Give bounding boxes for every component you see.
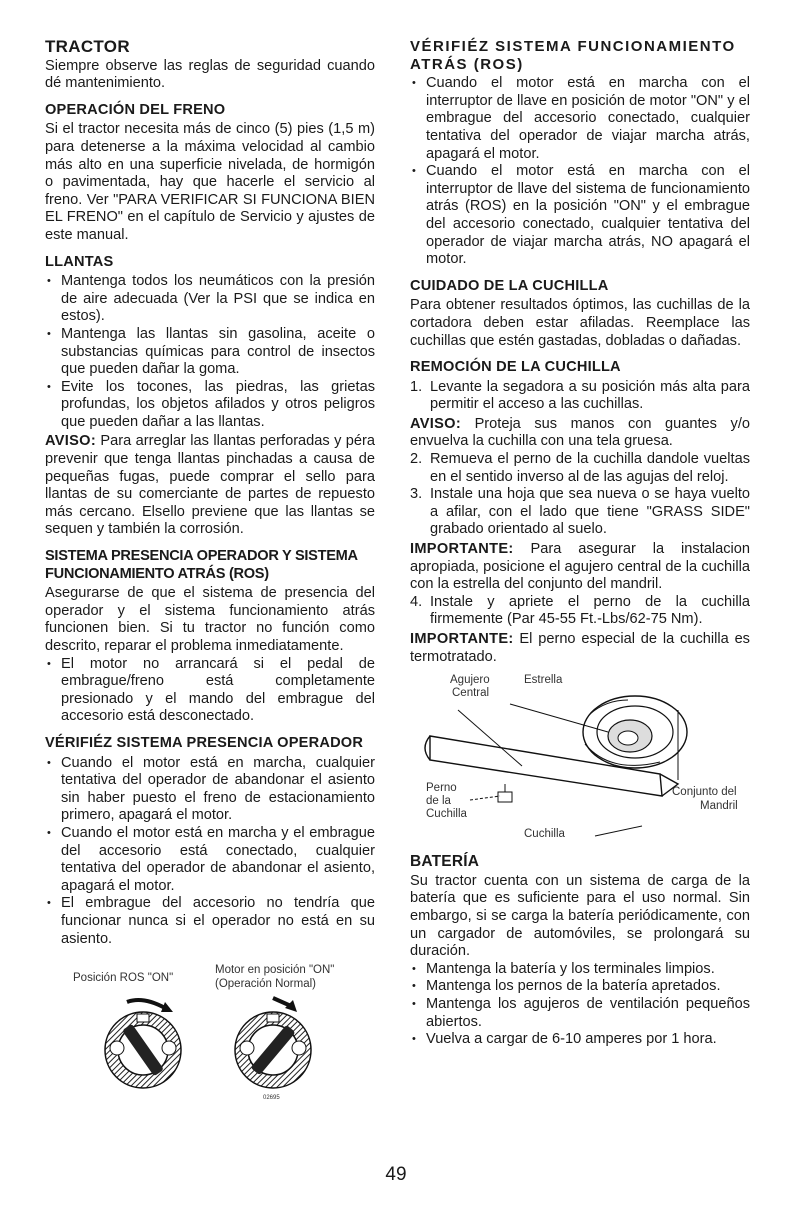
list-item: • Mantenga las llantas sin gasolina, aceite o substancias químicas para control de insectos que pueden dañar la goma. xyxy=(45,326,375,379)
importante-text: El perno especial de la cuchilla es termotratado. xyxy=(410,631,750,665)
list-item xyxy=(410,451,750,486)
importante-text: Para asegurar la instalacion apropiada, posicione el agujero central de la cuchilla con la estrella del conjunto del mandril. xyxy=(410,541,750,593)
remocion-steps-c xyxy=(410,594,750,629)
fig-label-ros: Posición ROS "ON" xyxy=(73,972,174,985)
sistema-paragraph: Asegurarse de que el sistema de presencia del operador y el sistema funcionamiento atrás funcionen bien. Si tu tractor no función como descrito, reparar el problema inmediatamente. xyxy=(45,585,375,654)
fig-conjunto-2: Mandril xyxy=(700,800,738,813)
importante-paragraph xyxy=(410,631,750,666)
importante-label: IMPORTANTE: xyxy=(410,541,514,558)
aviso-paragraph xyxy=(410,416,750,451)
list-item: • Vuelva a cargar de 6-10 amperes por 1 hora. xyxy=(410,1031,750,1049)
fig-agujero-2: Central xyxy=(452,687,490,700)
step-text: Instale y apriete el perno de la cuchilla firmemente (Par 45-55 Ft.-Lbs/62-75 Nm). xyxy=(430,593,750,628)
list-item: • Cuando el motor está en marcha y el embrague del accesorio está conectado, cualquier tentativa del operador de abandonar el asiento, apagará el motor. xyxy=(45,825,375,895)
fig-perno-1: Perno xyxy=(426,782,457,795)
verif-operador-list xyxy=(45,755,375,949)
aviso-text: Proteja sus manos con guantes y/o envuelva la cuchilla con una tela gruesa. xyxy=(410,415,750,450)
aviso-paragraph xyxy=(45,433,375,539)
step-number: 3. xyxy=(410,486,423,503)
ignition-switch-icons xyxy=(45,962,375,1102)
blade-figure xyxy=(410,674,750,844)
cuidado-paragraph: Para obtener resultados óptimos, las cuchillas de la cortadora deben estar afiladas. Reemplace las cuchillas que estén gastadas, dobladas o dañadas. xyxy=(410,297,750,349)
remocion-steps-b xyxy=(410,451,750,539)
list-item: • Mantenga los agujeros de ventilación pequeños abiertos. xyxy=(410,996,750,1031)
fig-conjunto-1: Conjunto del xyxy=(672,786,737,799)
fig-label-motor: Motor en posición "ON" xyxy=(215,964,335,977)
verif-ros-heading: VÉRIFIÉZ SISTEMA FUNCIONAMIENTO ATRÁS (ROS) xyxy=(410,38,736,73)
step-text: Remueva el perno de la cuchilla dandole vueltas en el sentido inverso al de las agujas del reloj. xyxy=(430,451,750,485)
list-item xyxy=(410,379,750,414)
bateria-list xyxy=(410,961,750,1049)
fig-agujero-1: Agujero xyxy=(450,674,490,687)
verif-ros-list xyxy=(410,75,750,269)
list-item: • El embrague del accesorio no tendría que funcionar nunca si el operador no está en su asiento. xyxy=(45,895,375,948)
freno-heading: OPERACIÓN DEL FRENO xyxy=(45,101,226,118)
cuidado-heading: CUIDADO DE LA CUCHILLA xyxy=(410,277,609,294)
right-column xyxy=(410,38,750,1049)
ignition-figure xyxy=(45,962,375,1102)
sistema-list xyxy=(45,656,375,726)
list-item xyxy=(410,594,750,629)
llantas-list xyxy=(45,273,375,431)
list-item: • Cuando el motor está en marcha, cualquier tentativa del operador de abandonar el asiento sin haber puesto el freno de estacionamiento primero, apagará el motor. xyxy=(45,755,375,825)
llantas-heading: LLANTAS xyxy=(45,253,114,270)
freno-paragraph: Si el tractor necesita más de cinco (5) pies (1,5 m) para detenerse a la máxima velocidad al cambio más alto en una superficie nivelada, de hormigón o pavimentada, hay que hacerle el servicio al freno. Ver "PARA VERIFICAR SI FUNCIONA BIEN EL FRENO" en el capítulo de Servicio y ajustes de este manual. xyxy=(45,121,375,243)
aviso-label: AVISO: xyxy=(45,433,96,450)
list-item: • Mantenga la batería y los terminales limpios. xyxy=(410,961,750,979)
ros-switch-icon xyxy=(105,1000,181,1088)
importante-paragraph xyxy=(410,541,750,594)
left-column xyxy=(45,38,375,1102)
page-number: 49 xyxy=(385,1164,407,1185)
bateria-paragraph: Su tractor cuenta con un sistema de carga de la batería que es suficiente para el uso normal. Sin embargo, si se carga la batería periódicamente, con un cargador de automóviles, se prolongará su duración. xyxy=(410,872,750,960)
motor-switch-icon xyxy=(235,998,311,1088)
step-text: Instale una hoja que sea nueva o se haya vuelto a afilar, con el lado que tiene "GRASS SIDE" grabado orientado al suelo. xyxy=(430,486,750,538)
list-item: • Mantenga los pernos de la batería apretados. xyxy=(410,978,750,996)
fig-code: 02695 xyxy=(263,1095,280,1102)
list-item: • Cuando el motor está en marcha con el interruptor de llave del sistema de funcionamiento atrás (ROS) en la posición "ON" y el embrague del accesorio conectado, cualquier tentativa del operador de viajar marcha atrás, NO apagará el motor. xyxy=(410,163,750,269)
list-item: • Mantenga todos los neumáticos con la presión de aire adecuada (Ver la PSI que se indica en estos). xyxy=(45,273,375,326)
fig-perno-2: de la xyxy=(426,795,451,808)
remocion-heading: REMOCIÓN DE LA CUCHILLA xyxy=(410,359,621,376)
step-number: 1. xyxy=(410,378,423,395)
sistema-heading: SISTEMA PRESENCIA OPERADOR Y SISTEMA FUNCIONAMIENTO ATRÁS (ROS) xyxy=(45,548,358,582)
fig-cuchilla: Cuchilla xyxy=(524,828,565,841)
step-number: 4. xyxy=(410,593,423,610)
fig-estrella: Estrella xyxy=(524,674,563,687)
aviso-text: Para arreglar las llantas perforadas y péra prevenir que tenga llantas pinchadas a causa de pequeñas fugas, puede comprar el sello para llantas de su comerciante de partes de repuesto más cercano. Elsello previene que las llantas se sequen y también la corrosión. xyxy=(45,433,375,538)
bateria-heading: BATERÍA xyxy=(410,853,480,871)
aviso-label: AVISO: xyxy=(410,415,461,432)
verif-operador-heading: VÉRIFIÉZ SISTEMA PRESENCIA OPERADOR xyxy=(45,734,364,751)
step-text: Levante la segadora a su posición más alta para permitir el acceso a las cuchillas. xyxy=(430,378,750,413)
step-number: 2. xyxy=(410,451,423,468)
list-item xyxy=(410,486,750,539)
tractor-heading: TRACTOR xyxy=(45,37,130,56)
list-item: • Cuando el motor está en marcha con el interruptor de llave en posición de motor "ON" y el embrague del accesorio conectado, cualquier tentativa del operador de viajar marcha atrás, apagará el motor. xyxy=(410,75,750,163)
remocion-steps-a xyxy=(410,379,750,414)
list-item: • El motor no arrancará si el pedal de embrague/freno está completamente presionado y el mando del embrague del accesorio está desconectado. xyxy=(45,656,375,726)
list-item: • Evite los tocones, las piedras, las grietas profundas, los objetos afilados y otros peligros que pueden dañar a las llantas. xyxy=(45,379,375,432)
tractor-paragraph: Siempre observe las reglas de seguridad cuando dé mantenimiento. xyxy=(45,57,375,92)
importante-label: IMPORTANTE: xyxy=(410,631,514,647)
fig-label-normal: (Operación Normal) xyxy=(215,978,316,991)
fig-perno-3: Cuchilla xyxy=(426,808,467,821)
